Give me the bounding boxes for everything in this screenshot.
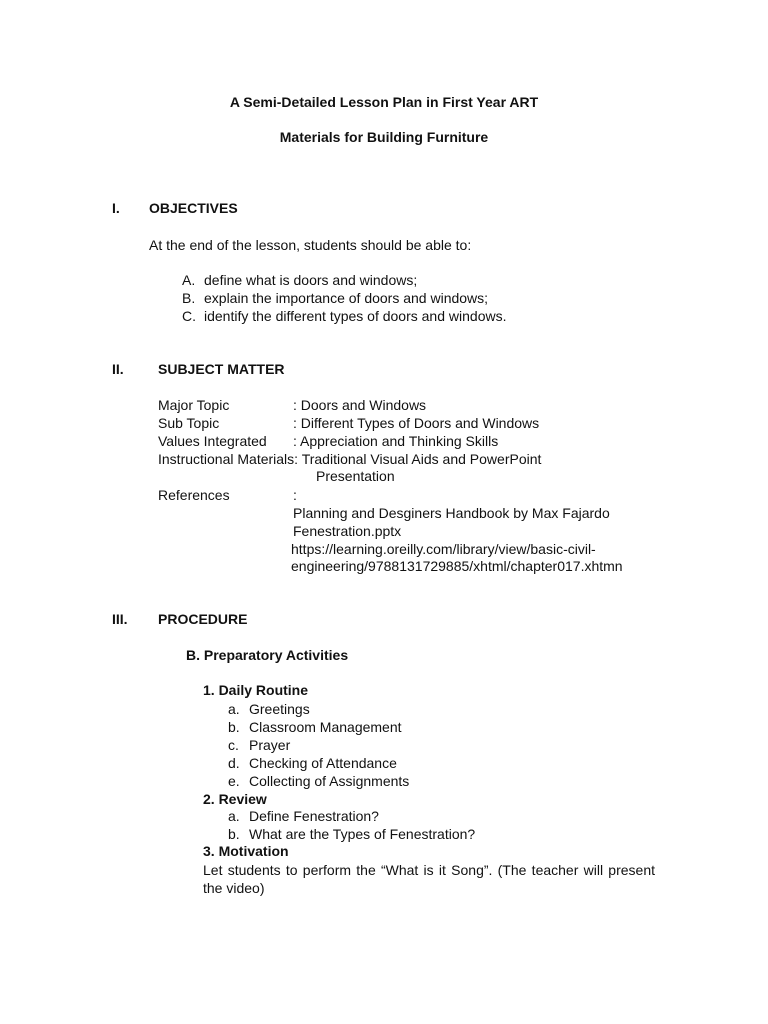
motivation-text: Let students to perform the “What is it Song”. (The teacher will present the video): [203, 862, 655, 896]
preparatory-activities-heading: B. Preparatory Activities: [186, 647, 349, 663]
section-numeral-objectives: I.: [112, 200, 120, 216]
review-item: Define Fenestration?: [249, 808, 379, 824]
objective-letter: B.: [182, 290, 196, 306]
values-integrated-label: Values Integrated: [158, 433, 267, 449]
routine-letter: b.: [228, 719, 240, 735]
document-subtitle: Materials for Building Furniture: [279, 129, 489, 145]
reference-item: Fenestration.pptx: [293, 523, 402, 539]
review-item: What are the Types of Fenestration?: [249, 826, 476, 842]
major-topic-value: : Doors and Windows: [293, 397, 427, 413]
routine-item: Collecting of Assignments: [249, 773, 410, 789]
objective-letter: C.: [182, 308, 196, 324]
review-letter: b.: [228, 826, 240, 842]
sub-topic-label: Sub Topic: [158, 415, 220, 431]
procedure-heading: PROCEDURE: [158, 611, 248, 627]
routine-letter: a.: [228, 701, 240, 717]
objective-letter: A.: [182, 272, 196, 288]
references-label: References: [158, 487, 230, 503]
objectives-heading: OBJECTIVES: [149, 200, 238, 216]
review-letter: a.: [228, 808, 240, 824]
routine-letter: c.: [228, 737, 239, 753]
reference-item: Planning and Desginers Handbook by Max Fajardo: [293, 505, 610, 521]
document-title: A Semi-Detailed Lesson Plan in First Year ART: [229, 94, 539, 110]
reference-url-line: engineering/9788131729885/xhtml/chapter017.xhtmn: [291, 558, 623, 574]
review-heading: 2. Review: [203, 791, 267, 807]
routine-item: Classroom Management: [249, 719, 402, 735]
objective-text: identify the different types of doors and windows.: [204, 308, 507, 324]
reference-url-line: https://learning.oreilly.com/library/view/basic-civil-: [291, 541, 596, 557]
daily-routine-heading: 1. Daily Routine: [203, 682, 309, 698]
objectives-intro: At the end of the lesson, students should be able to:: [149, 237, 472, 253]
sub-topic-value: : Different Types of Doors and Windows: [293, 415, 540, 431]
objective-text: define what is doors and windows;: [204, 272, 418, 288]
instructional-materials-line: Instructional Materials: Traditional Visual Aids and PowerPoint: [158, 451, 542, 467]
routine-item: Prayer: [249, 737, 291, 753]
objective-text: explain the importance of doors and windows;: [204, 290, 489, 306]
motivation-heading: 3. Motivation: [203, 843, 289, 859]
instructional-materials-continuation: Presentation: [316, 468, 395, 484]
subject-matter-heading: SUBJECT MATTER: [158, 361, 285, 377]
section-numeral-subject-matter: II.: [112, 361, 124, 377]
routine-letter: d.: [228, 755, 240, 771]
major-topic-label: Major Topic: [158, 397, 230, 413]
section-numeral-procedure: III.: [112, 611, 128, 627]
routine-letter: e.: [228, 773, 240, 789]
values-integrated-value: : Appreciation and Thinking Skills: [293, 433, 499, 449]
routine-item: Checking of Attendance: [249, 755, 397, 771]
routine-item: Greetings: [249, 701, 310, 717]
references-colon: :: [293, 487, 297, 503]
